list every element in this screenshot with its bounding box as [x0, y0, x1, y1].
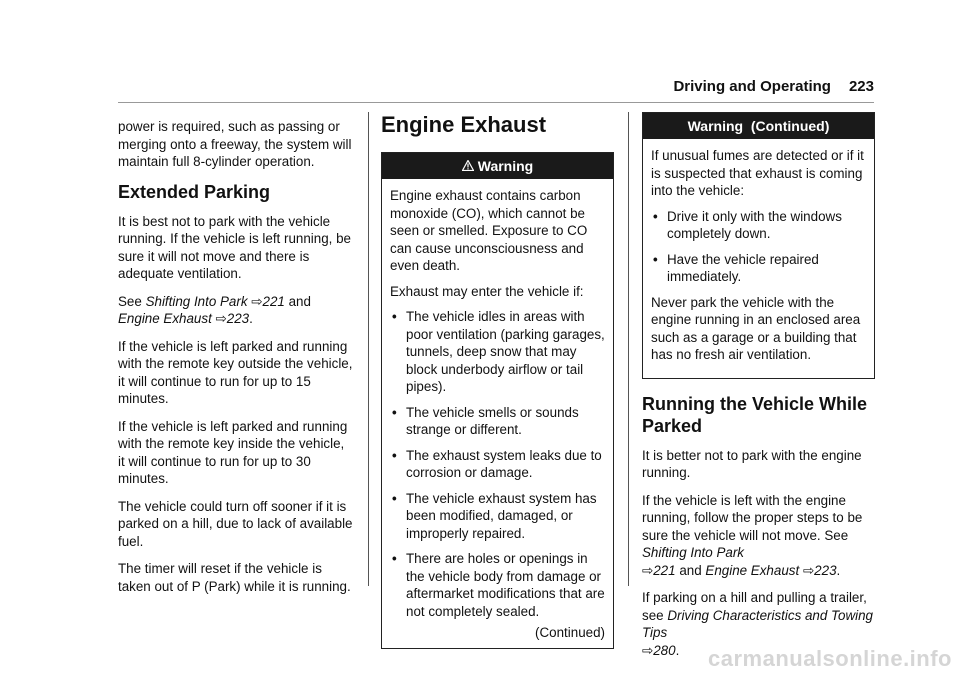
remote-inside-paragraph: If the vehicle is left parked and running with the remote key inside the vehicle, it will continue to run for up to 30 minutes. [118, 418, 348, 486]
left-running-paragraph: If the vehicle is left with the engine running, follow the proper steps to be sure the vehicle will not move. See Shifting Into Park ⇨221 and Engine Exhaust ⇨223. [642, 492, 863, 578]
engine-exhaust-link[interactable]: Engine Exhaust [705, 562, 800, 578]
list-item: • The vehicle smells or sounds strange or different. [390, 404, 605, 439]
section-title: Driving and Operating [673, 78, 831, 95]
page-ref-arrow-icon: ⇨ [642, 642, 654, 658]
page-ref[interactable]: 221 [262, 293, 285, 309]
warning-triangle-icon [462, 154, 474, 180]
remote-outside-paragraph: If the vehicle is left parked and running with the remote key outside the vehicle, it will continue to run for up to 15 minutes. [118, 338, 353, 406]
turn-off-sooner-paragraph: The vehicle could turn off sooner if it is parked on a hill, due to lack of available fuel. [118, 498, 353, 549]
column-3 [642, 112, 875, 669]
page-ref-arrow-icon: ⇨ [215, 311, 227, 326]
page-ref-arrow-icon: ⇨ [251, 293, 263, 309]
shifting-into-park-link[interactable]: Shifting Into Park [145, 293, 248, 309]
warning-header-continued: Warning (Continued) [643, 113, 874, 139]
best-not-paragraph: It is best not to park with the vehicle running. If the vehicle is left running, be sure it will not move and there is adequate ventilation. [118, 213, 351, 281]
engine-exhaust-link[interactable]: Engine Exhaust [118, 311, 212, 326]
shifting-into-park-link[interactable]: Shifting Into Park [642, 545, 744, 560]
never-park-paragraph: Never park the vehicle with the engine running in an enclosed area such as a garage or a building that has no fresh air ventilation. [651, 294, 861, 362]
better-not-paragraph: It is better not to park with the engine running. [642, 447, 862, 480]
page-ref[interactable]: 221 [653, 562, 676, 578]
page-ref[interactable]: 223 [814, 562, 837, 578]
continued-label: (Continued) [535, 625, 605, 640]
list-item: • The vehicle idles in areas with poor ventilation (parking garages, tunnels, deep snow that may block underbody airflow or tail pipes). [390, 308, 605, 396]
extended-parking-heading: Extended Parking [118, 181, 271, 202]
list-item: • There are holes or openings in the vehicle body from damage or aftermarket modifications that are not completely sealed. [390, 550, 605, 620]
intro-paragraph: power is required, such as passing or merging onto a freeway, the system will maintain full 8-cylinder operation. [118, 119, 352, 169]
list-item: • Have the vehicle repaired immediately. [651, 251, 866, 286]
page-ref-arrow-icon: ⇨ [802, 562, 815, 578]
list-item: • The exhaust system leaks due to corrosion or damage. [390, 447, 605, 482]
column-2 [381, 112, 614, 649]
page-ref[interactable]: 223 [226, 311, 250, 326]
column-divider-1 [368, 112, 369, 586]
fumes-actions-list [651, 208, 866, 286]
header-rule [118, 102, 874, 103]
column-1 [118, 118, 354, 605]
warning-box [381, 152, 614, 649]
column-divider-2 [628, 112, 629, 586]
warning-box-continued [642, 112, 875, 379]
engine-exhaust-heading: Engine Exhaust [381, 112, 547, 137]
exhaust-enter-paragraph: Exhaust may enter the vehicle if: [390, 283, 584, 299]
timer-reset-paragraph: The timer will reset if the vehicle is taken out of P (Park) while it is running. [118, 561, 351, 594]
page-number: 223 [848, 78, 874, 95]
hill-trailer-paragraph: If parking on a hill and pulling a trailer, see Driving Characteristics and Towing Tips ⇨280. [642, 590, 873, 658]
fumes-paragraph: If unusual fumes are detected or if it is suspected that exhaust is coming into the vehicle: [651, 148, 864, 198]
page-ref[interactable]: 280 [653, 642, 676, 658]
towing-tips-link[interactable]: Driving Characteristics and Towing Tips [642, 607, 873, 640]
page-ref-arrow-icon: ⇨ [642, 562, 654, 578]
list-item: • The vehicle exhaust system has been modified, damaged, or improperly repaired. [390, 490, 605, 543]
watermark: carmanualsonline.info [708, 646, 952, 671]
see-references: See Shifting Into Park ⇨221 and Engine Exhaust ⇨223. [118, 293, 311, 326]
list-item: • Drive it only with the windows completely down. [651, 208, 866, 243]
exhaust-conditions-list [390, 308, 605, 620]
running-parked-heading: Running the Vehicle While Parked [642, 393, 868, 436]
co-paragraph: Engine exhaust contains carbon monoxide (CO), which cannot be seen or smelled. Exposure to CO can cause unconsciousness and even death. [390, 188, 588, 273]
warning-header [382, 153, 613, 179]
page-header [673, 78, 874, 95]
warning-title: Warning [477, 158, 534, 174]
